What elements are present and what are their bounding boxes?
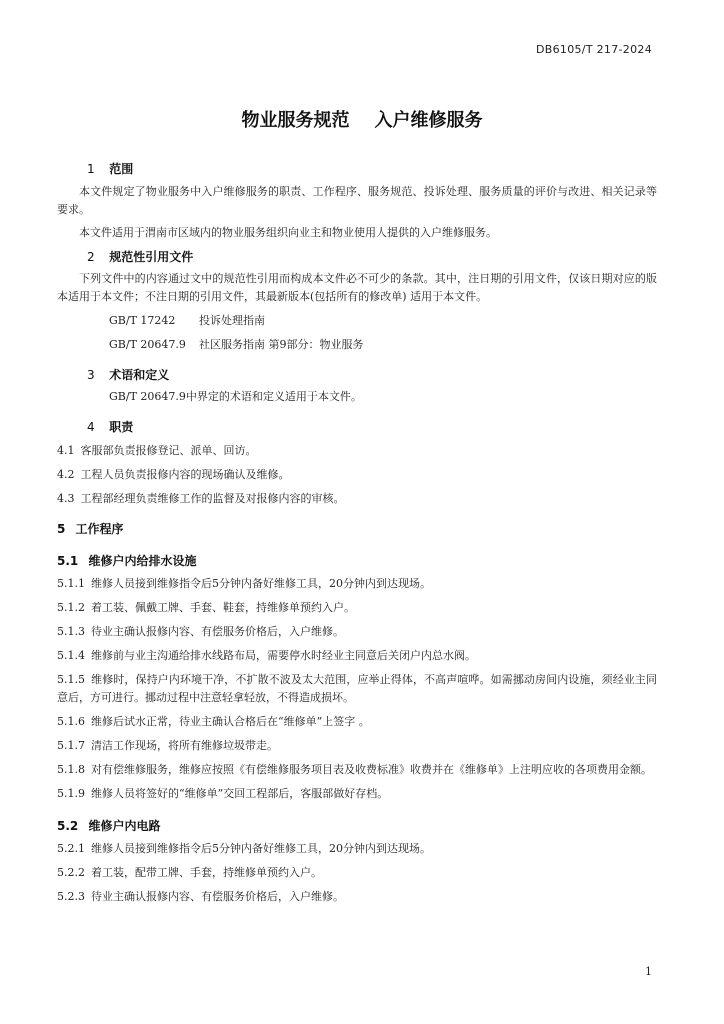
- clause-text: 工程部经理负责维修工作的监督及对报修内容的审核。: [80, 492, 345, 505]
- clause-item: [57, 647, 657, 665]
- section-heading-responsibilities: [87, 418, 657, 436]
- section-title: 范围: [109, 162, 134, 176]
- reference-item: [87, 312, 657, 330]
- section-title: 职责: [109, 420, 134, 434]
- reference-name: 投诉处理指南: [199, 314, 265, 327]
- clause-number: 4.2: [57, 468, 75, 481]
- clause-item: [57, 840, 657, 858]
- clause-text: 待业主确认报修内容、有偿服务价格后，入户维修。: [91, 625, 344, 638]
- clause-item: [57, 575, 657, 593]
- clause-item: [57, 442, 657, 460]
- paragraph: 本文件规定了物业服务中入户维修服务的职责、工作程序、服务规范、投诉处理、服务质量的评价与改进、相关记录等要求。: [57, 185, 657, 216]
- section-heading-work-procedure: [57, 520, 657, 538]
- subsection-heading-plumbing: [57, 552, 657, 570]
- clause-item: [57, 785, 657, 803]
- clause-text: 维修人员接到维修指令后5分钟内备好维修工具，20分钟内到达现场。: [91, 577, 431, 590]
- clause-text: 维修人员将签好的“维修单”交回工程部后，客服部做好存档。: [91, 787, 389, 800]
- responsibility-list: [57, 442, 657, 906]
- clause-text: 待业主确认报修内容、有偿服务价格后，入户维修。: [91, 890, 344, 903]
- clause-number: 5.1.1: [57, 577, 85, 590]
- document-body: [57, 160, 657, 906]
- clause-item: [57, 888, 657, 906]
- clause-item: [57, 761, 657, 779]
- section-title: 术语和定义: [109, 368, 170, 382]
- clause-text: 着工装，配带工牌、手套，持维修单预约入户。: [91, 866, 322, 879]
- clause-number: 5.1.7: [57, 739, 85, 752]
- clause-text: 着工装、佩戴工牌、手套、鞋套，持维修单预约入户。: [91, 601, 355, 614]
- clause-number: 5.1.6: [57, 715, 85, 728]
- section-number: 3: [87, 368, 95, 382]
- clause-text: 维修后试水正常，待业主确认合格后在“维修单”上签字 。: [91, 715, 370, 728]
- section-heading-scope: [87, 160, 657, 178]
- clause-number: 5.1.5: [57, 673, 85, 686]
- reference-code: GB/T 17242: [109, 314, 176, 327]
- clause-number: 4.1: [57, 444, 75, 457]
- reference-code: GB/T 20647.9: [109, 338, 186, 351]
- clause-item: [57, 864, 657, 882]
- section-number: 1: [87, 162, 95, 176]
- document-code: DB6105/T 217-2024: [536, 43, 652, 56]
- clause-number: 5.2.3: [57, 890, 85, 903]
- clause-text: 工程人员负责报修内容的现场确认及维修。: [80, 468, 290, 481]
- clause-text: 维修时，保持户内环境干净，不扩散不波及太大范围，应举止得体，不高声喧哗。如需挪动房间内设施，须经业主同意后，方可进行。挪动过程中注意轻拿轻放，不得造成损坏。: [57, 673, 657, 704]
- clause-item: [57, 671, 657, 707]
- clause-text: 维修前与业主沟通给排水线路布局，需要停水时经业主同意后关闭户内总水阀。: [91, 649, 476, 662]
- paragraph: GB/T 20647.9中界定的术语和定义适用于本文件。: [109, 390, 362, 403]
- reference-name: 社区服务指南 第9部分：物业服务: [199, 338, 364, 351]
- clause-item: [57, 599, 657, 617]
- subsection-number: 5.2: [57, 819, 79, 833]
- clause-number: 5.1.9: [57, 787, 85, 800]
- clause-item: [57, 737, 657, 755]
- clause-number: 5.1.8: [57, 763, 85, 776]
- clause-item: [57, 713, 657, 731]
- section-heading-terms: [87, 366, 657, 384]
- clause-number: 4.3: [57, 492, 75, 505]
- section-title: 工作程序: [75, 522, 124, 536]
- clause-number: 5.1.2: [57, 601, 85, 614]
- page-number: 1: [645, 965, 652, 978]
- subsection-title: 维修户内电路: [88, 819, 161, 833]
- paragraph: 下列文件中的内容通过文中的规范性引用而构成本文件必不可少的条款。其中，注日期的引用文件，仅该日期对应的版本适用于本文件；不注日期的引用文件，其最新版本(包括所有的修改单) 适用于本文件。: [57, 272, 657, 303]
- section-heading-normative-references: [87, 248, 657, 266]
- clause-text: 维修人员接到维修指令后5分钟内备好维修工具，20分钟内到达现场。: [91, 842, 431, 855]
- clause-number: 5.1.3: [57, 625, 85, 638]
- section-number: 4: [87, 420, 95, 434]
- clause-item: [57, 490, 657, 508]
- clause-item: [57, 623, 657, 641]
- subsection-number: 5.1: [57, 554, 79, 568]
- subsection-heading-electrical: [57, 817, 657, 835]
- clause-number: 5.2.1: [57, 842, 85, 855]
- clause-number: 5.2.2: [57, 866, 85, 879]
- clause-text: 清洁工作现场，将所有维修垃圾带走。: [91, 739, 278, 752]
- section-number: 5: [57, 522, 66, 536]
- document-title: 物业服务规范 入户维修服务: [241, 110, 483, 131]
- section-title: 规范性引用文件: [109, 250, 194, 264]
- clause-text: 客服部负责报修登记、派单、回访。: [80, 444, 257, 457]
- reference-item: [87, 336, 657, 354]
- clause-text: 对有偿维修服务，维修应按照《有偿维修服务项目表及收费标准》收费并在《维修单》上注明应收的各项费用金额。: [91, 763, 652, 776]
- paragraph: 本文件适用于渭南市区域内的物业服务组织向业主和物业使用人提供的入户维修服务。: [79, 226, 497, 239]
- clause-number: 5.1.4: [57, 649, 85, 662]
- subsection-title: 维修户内给排水设施: [88, 554, 197, 568]
- clause-item: [57, 466, 657, 484]
- section-number: 2: [87, 250, 95, 264]
